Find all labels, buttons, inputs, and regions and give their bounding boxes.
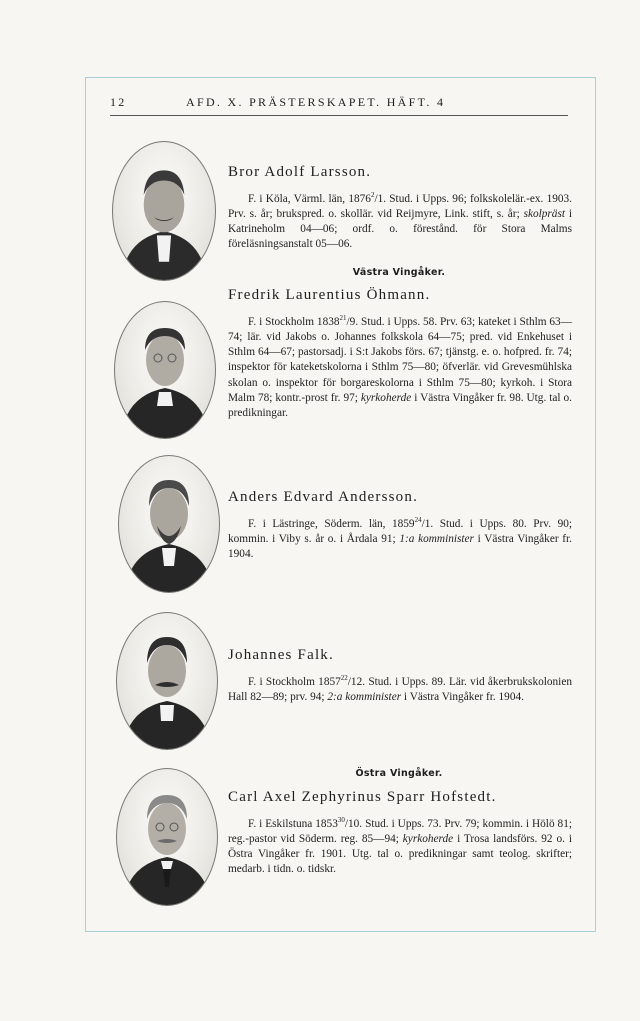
portrait-falk bbox=[116, 612, 218, 750]
clergyman-portrait-image bbox=[115, 302, 215, 438]
entry-name: Anders Edvard Andersson. bbox=[228, 489, 419, 505]
entry-name: Bror Adolf Larsson. bbox=[228, 164, 372, 180]
portrait-larsson bbox=[112, 141, 216, 281]
portrait-ohmann bbox=[114, 301, 216, 439]
clergyman-portrait-image bbox=[117, 613, 217, 749]
clergyman-portrait-image bbox=[117, 769, 217, 905]
entry-biography: F. i Eskilstuna 1853$^{30}$/10. Stud. i Upps. 73. Prv. 79; kommin. i Hölö 81; reg.-pastor vid Söderm. reg. 85—94; kyrkoherde i Trosa landsförs. 92 o. i Östra Vingåker fr. 1901. Utg. tal o. predikningar samt teolog. skrifter; medarb. i tidn. o. tidskr. bbox=[228, 816, 572, 876]
portrait-hofstedt bbox=[116, 768, 218, 906]
header-rule bbox=[110, 115, 568, 116]
portrait-andersson bbox=[118, 455, 220, 593]
entry-name: Carl Axel Zephyrinus Sparr Hofstedt. bbox=[228, 789, 497, 805]
entry-biography: F. i Köla, Värml. län, 1876$^2$/1. Stud. i Upps. 96; folkskolelär.-ex. 1903. Prv. s. år; brukspred. o. skollär. vid Reijmyre, Link. stift, s. år; skolpräst i Katrineholm 04—06; ordf. o. förestånd. för Stora Malms föreläsningsanstalt 05—06. bbox=[228, 191, 572, 251]
entry-biography: F. i Lästringe, Söderm. län, 1859$^{24}$/1. Stud. i Upps. 80. Prv. 90; kommin. i Viby s. år o. i Årdala 91; 1:a komminister i Västra Vingåker fr. 1904. bbox=[228, 516, 573, 561]
entry-biography: F. i Stockholm 1838$^{21}$/9. Stud. i Upps. 58. Prv. 63; kateket i Sthlm 63—74; lär. vid Jakobs o. Johannes folkskola 64—75; pred. vid Enkehuset i Sthlm 64—67; pastorsadj. i S:t Jakobs förs. 67; tjänstg. e. o. hofpred. fr. 74; inspektor för kateketskolorna i Sthlm 75—80; öfverlär. vid Grevesmühlska skolan o. inspektor för borgareskolorna i Sthlm 75—80; kyrkoh. i Stora Malm 78; kontr.-prost fr. 97; kyrkoherde i Västra Vingåker fr. 98. Utg. tal o. predikningar. bbox=[228, 314, 572, 419]
page-number: 12 bbox=[110, 95, 127, 109]
entry-ohmann bbox=[228, 285, 572, 421]
entry-larsson bbox=[228, 162, 572, 253]
region-heading-vastra-vingaker: Västra Vingåker. bbox=[352, 267, 446, 278]
entry-falk bbox=[228, 645, 572, 705]
region-heading-ostra-vingaker: Östra Vingåker. bbox=[355, 768, 443, 779]
header-title: AFD. X. PRÄSTERSKAPET. HÄFT. 4 bbox=[186, 95, 446, 109]
clergyman-portrait-image bbox=[119, 456, 219, 592]
entry-hofstedt bbox=[228, 787, 572, 878]
clergyman-portrait-image bbox=[113, 142, 215, 280]
entry-name: Johannes Falk. bbox=[228, 647, 334, 663]
entry-andersson bbox=[228, 487, 572, 562]
entry-biography: F. i Stockholm 1857$^{22}$/12. Stud. i Upps. 89. Lär. vid åkerbrukskolonien Hall 82—89; prv. 94; 2:a komminister i Västra Vingåker fr. 1904. bbox=[228, 674, 572, 703]
entry-name: Fredrik Laurentius Öhmann. bbox=[228, 287, 431, 303]
